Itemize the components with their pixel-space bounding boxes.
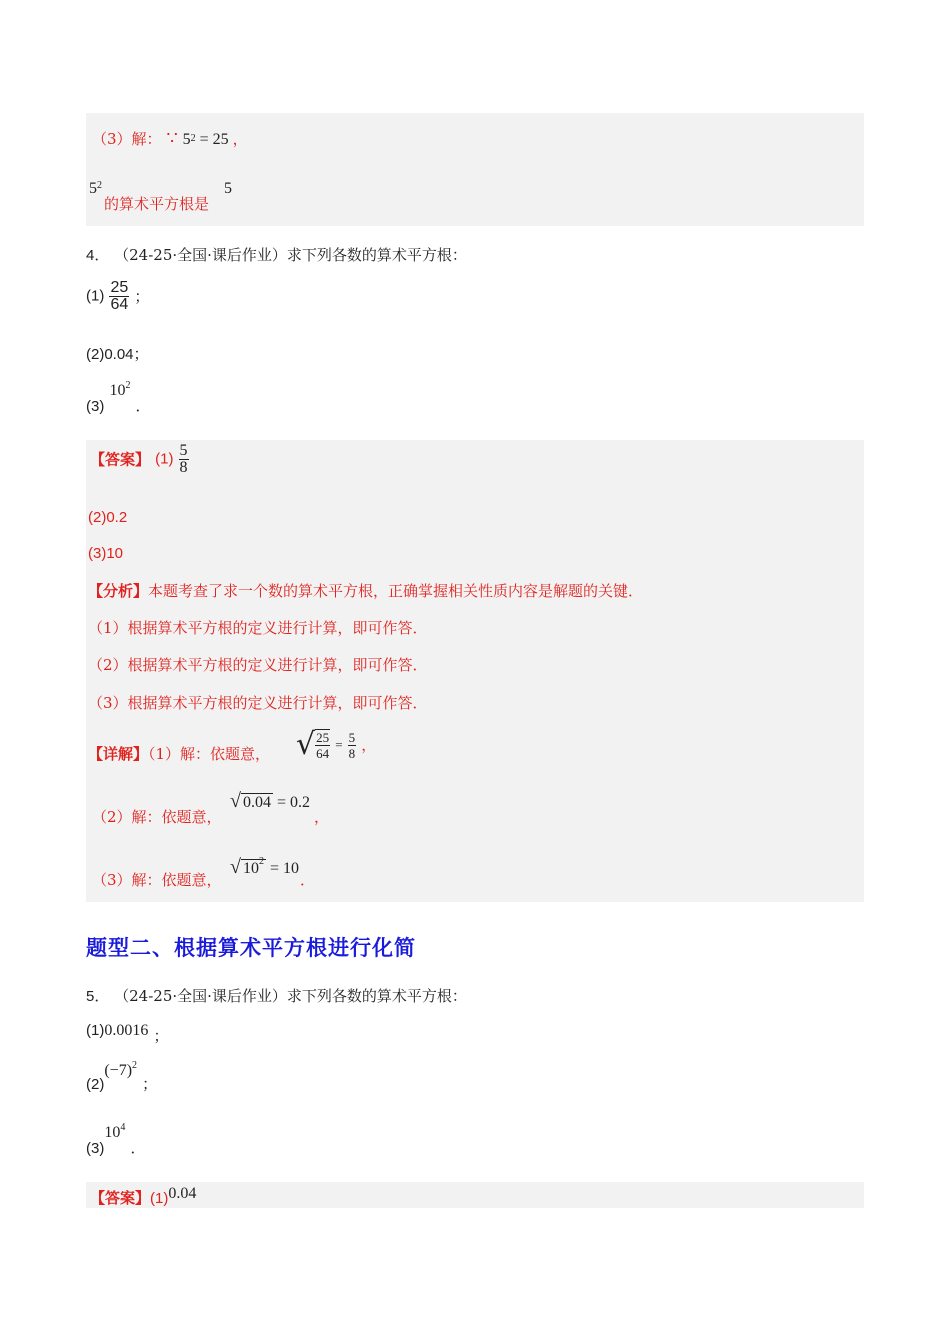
- solution-line-1: （3）解： ∵ $5^2 = 25$ ，: [92, 128, 248, 149]
- fraction: $\frac{25}{64}$: [110, 279, 129, 313]
- q4-part-1: (1) $\frac{25}{64}$ ；: [86, 279, 150, 313]
- fraction: $\frac{5}{8}$: [179, 442, 188, 476]
- q5-part-1: (1)0.0016 ；: [86, 1022, 169, 1045]
- detail-line-1: 【详解】（1）解：依题意，: [88, 745, 271, 763]
- q5-part-2: $(2)(-7)^2$ ；: [86, 1060, 158, 1093]
- section-title: 题型二、根据算术平方根进行化简: [86, 936, 416, 960]
- sqrt-icon: √: [230, 856, 241, 878]
- detail-3-end: ．: [300, 871, 316, 889]
- question-source: （24-25·全国·课后作业）求下列各数的算术平方根：: [114, 987, 467, 1005]
- solution-line-2-value: 5: [224, 180, 232, 197]
- answer-line-3: (3)10: [88, 545, 124, 562]
- answer-line-1: 【答案】 (1) $\frac{5}{8}$: [90, 442, 188, 476]
- sqrt-icon: √: [230, 790, 241, 812]
- analysis-step-1: （1）根据算术平方根的定义进行计算，即可作答．: [88, 619, 428, 637]
- detail-line-2: （2）解：依题意，: [92, 808, 222, 826]
- because-symbol: ∵: [166, 128, 178, 149]
- answer-tag: 【答案】: [90, 1189, 151, 1207]
- solution-line-2-expr: $5^2$: [89, 180, 102, 197]
- answer-tag: 【答案】: [90, 450, 151, 469]
- detail-tag: 【详解】: [88, 745, 149, 763]
- detail-2-end: ，: [314, 808, 330, 826]
- analysis-tag: 【分析】: [88, 582, 149, 600]
- question-4-header: [86, 246, 467, 265]
- analysis-step-2: （2）根据算术平方根的定义进行计算，即可作答．: [88, 656, 428, 674]
- step-label: （3）解：: [92, 130, 162, 148]
- answer-line-2: (2)0.2: [88, 509, 128, 526]
- answer-block-q5: [86, 1182, 864, 1208]
- analysis-line: 【分析】本题考查了求一个数的算术平方根，正确掌握相关性质内容是解题的关键．: [88, 582, 644, 600]
- question-number: 5．: [86, 988, 110, 1005]
- equation: $5^2 = 25$: [182, 131, 229, 148]
- analysis-step-3: （3）根据算术平方根的定义进行计算，即可作答．: [88, 694, 428, 712]
- question-5-header: [86, 987, 467, 1006]
- solution-line-2-text: 的算术平方根是: [104, 195, 210, 213]
- detail-3-equation: √ $10^2 = 10$: [230, 856, 300, 878]
- q4-part-3: (3) $10^2$ ．: [86, 380, 151, 415]
- detail-2-equation: √ 0.04 = 0.2: [230, 790, 311, 812]
- sqrt-icon: √: [296, 727, 316, 762]
- q4-part-2: (2)0.04；: [86, 346, 149, 363]
- question-number: 4．: [86, 247, 110, 264]
- detail-1-equation: √ $\frac{25}{64}$ = $\frac{5}{8}$ ，: [296, 727, 377, 762]
- question-source: （24-25·全国·课后作业）求下列各数的算术平方根：: [114, 246, 467, 264]
- detail-line-3: （3）解：依题意，: [92, 871, 222, 889]
- q5-part-3: $(3)10^4$ ．: [86, 1122, 146, 1157]
- q5-answer-line: 【答案】(1)0.04: [90, 1185, 197, 1207]
